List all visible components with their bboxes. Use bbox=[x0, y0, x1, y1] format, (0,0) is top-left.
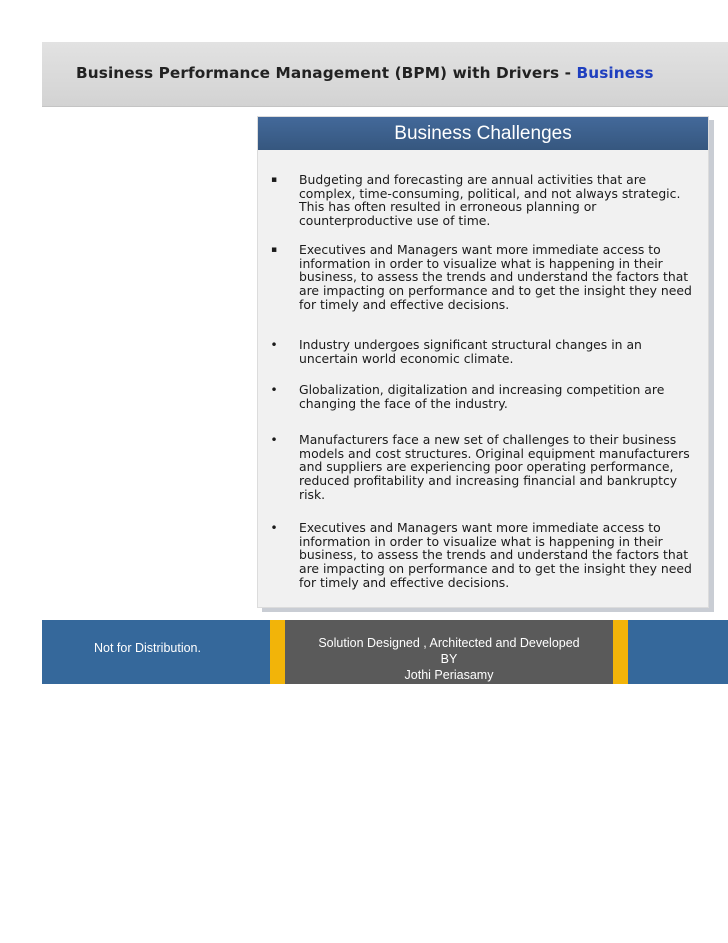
bullet-text: Globalization, digitalization and increasing competition are changing the face of the industry. bbox=[299, 382, 665, 411]
page-title-main: Business Performance Management (BPM) with Drivers - bbox=[76, 64, 577, 82]
credit-author: Jothi Periasamy bbox=[404, 668, 494, 682]
footer-band bbox=[42, 620, 728, 684]
distribution-notice: Not for Distribution. bbox=[94, 641, 201, 655]
accent-bar-left bbox=[270, 620, 285, 684]
square-bullet-icon: ▪ bbox=[270, 245, 278, 255]
bullet-text: Executives and Managers want more immediate access to information in order to visualize what is happening in their business, to assess the trends and understand the factors that are impacting on performance and to get the insight they need for timely and effective decisions. bbox=[299, 242, 692, 312]
accent-bar-right bbox=[613, 620, 628, 684]
round-bullet-icon: • bbox=[270, 432, 278, 447]
credit-line: Solution Designed , Architected and Developed bbox=[318, 636, 580, 650]
bullet-text: Manufacturers face a new set of challenges to their business models and cost structures. Original equipment manufacturers and suppliers are experiencing poor operating performance, reduced profitability and increasing financial and bankruptcy risk. bbox=[299, 432, 690, 502]
bullet-text: Industry undergoes significant structural changes in an uncertain world economic climate. bbox=[299, 337, 642, 366]
round-bullet-icon: • bbox=[270, 520, 278, 535]
page-title bbox=[76, 64, 654, 82]
credit-box bbox=[285, 620, 613, 684]
credit-line: BY bbox=[440, 652, 458, 666]
round-bullet-icon: • bbox=[270, 382, 278, 397]
bullet-text: Budgeting and forecasting are annual activities that are complex, time-consuming, political, and not always strategic. This has often resulted in erroneous planning or counterproductive use of time. bbox=[299, 172, 681, 229]
page-title-accent: Business bbox=[576, 64, 654, 82]
round-bullet-icon: • bbox=[270, 337, 278, 352]
panel-heading: Business Challenges bbox=[258, 117, 708, 150]
challenges-panel bbox=[257, 116, 709, 608]
title-bar bbox=[42, 42, 728, 107]
square-bullet-icon: ▪ bbox=[270, 175, 278, 185]
bullet-text: Executives and Managers want more immediate access to information in order to visualize what is happening in their business, to assess the trends and understand the factors that are impacting on performance and to get the insight they need for timely and effective decisions. bbox=[299, 520, 692, 590]
